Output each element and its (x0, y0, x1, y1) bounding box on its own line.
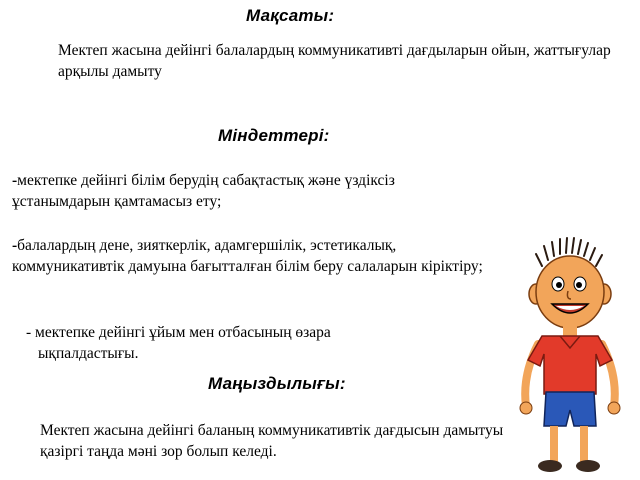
task-item-1 (12, 170, 492, 212)
task-bullet: - (12, 237, 18, 254)
significance-text: Мектеп жасына дейінгі баланың коммуникативтік дағдысын дамытуы қазіргі таңда мәні зор болып келеді. (40, 422, 504, 460)
task-item-3 (26, 322, 386, 364)
goal-text: Мектеп жасына дейінгі балалардың коммуникативті дағдыларын ойын, жаттығулар арқылы дамыту (58, 42, 611, 80)
cartoon-boy-icon (508, 236, 636, 476)
goal-title: Мақсаты: (246, 6, 335, 25)
task-bullet: - (26, 324, 36, 341)
task-text-line2: ықпалдастығы. (38, 345, 139, 362)
significance-title: Маңыздылығы: (208, 374, 346, 393)
task-item-2 (12, 235, 502, 277)
task-text: балалардың дене, зияткерлік, адамгершілік, эстетикалық, коммуникативтік дамуына бағытталған білім беру салаларын кіріктіру; (12, 237, 483, 275)
task-text: мектепке дейінгі білім берудің сабақтастық және үздіксіз ұстанымдарын қамтамасыз ету; (12, 172, 395, 210)
task-bullet: - (12, 172, 18, 189)
tasks-title: Міндеттері: (218, 126, 330, 145)
task-text-line1: мектепке дейінгі ұйым мен отбасының өзара (35, 324, 331, 341)
